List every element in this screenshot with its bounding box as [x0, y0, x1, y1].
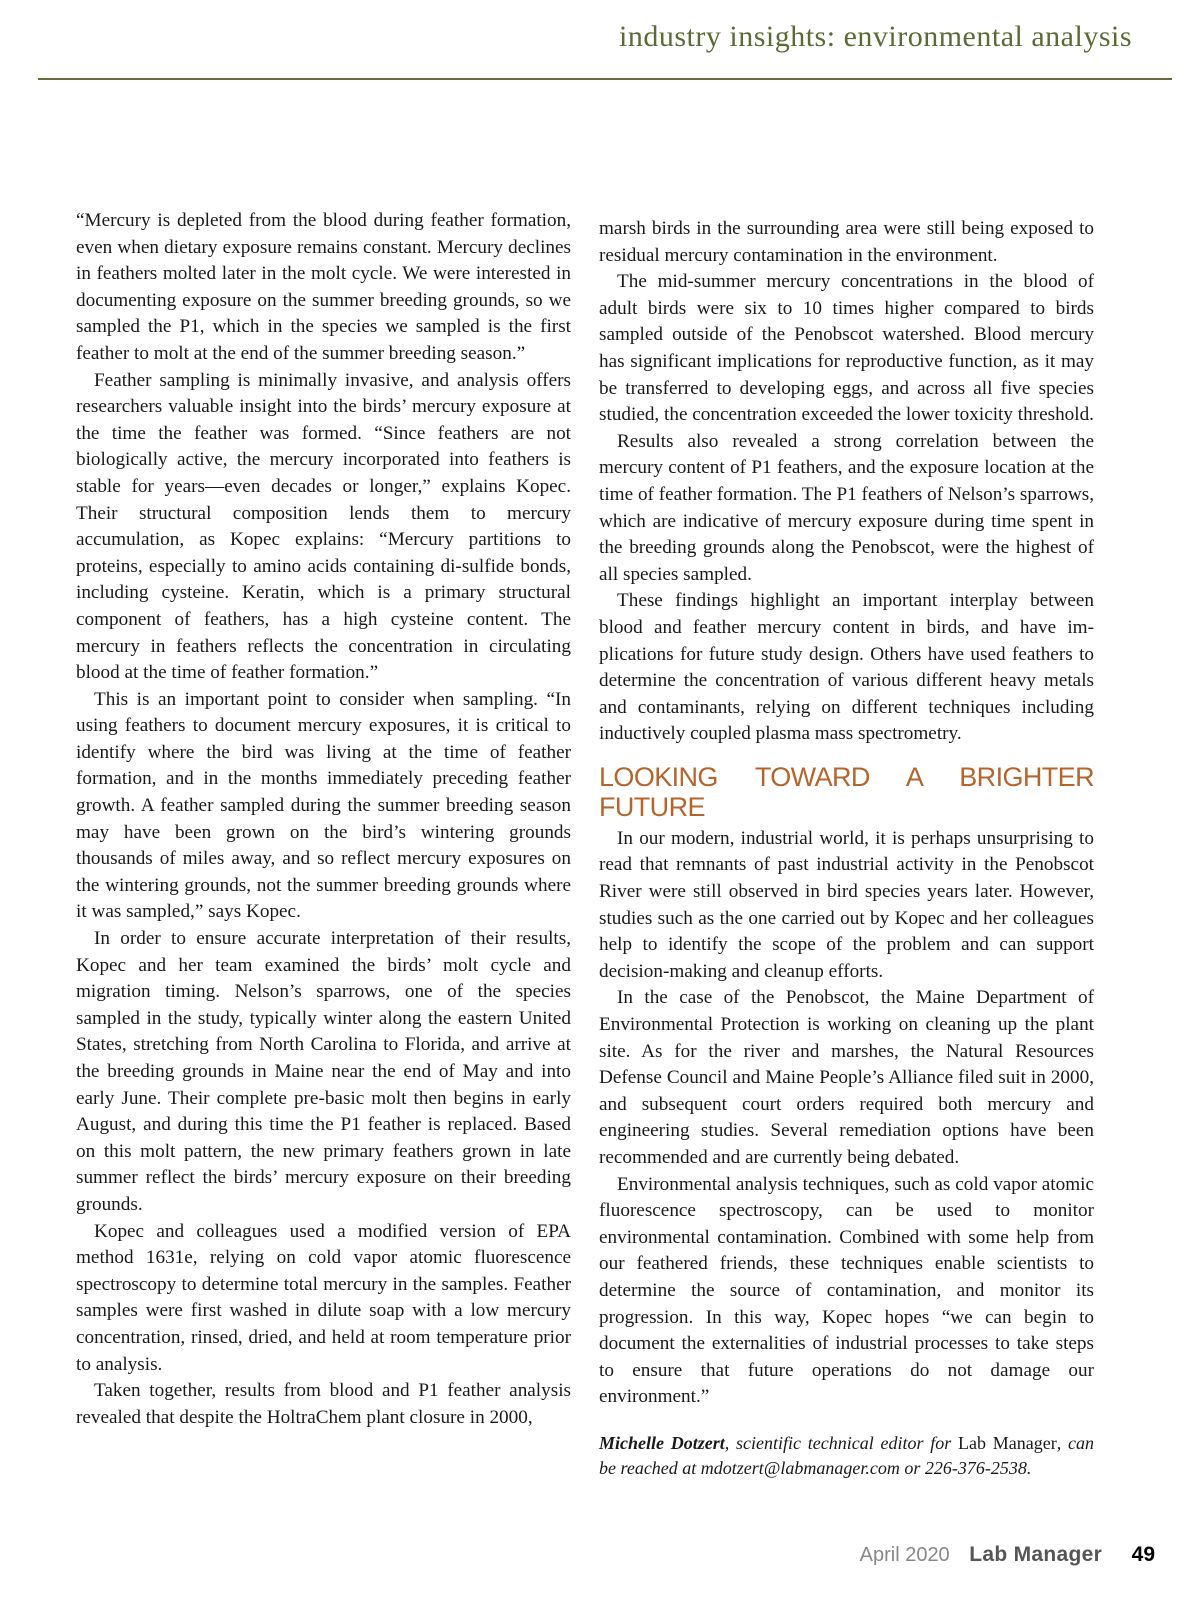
paragraph: marsh birds in the surrounding area were still being exposed to residual mercury contamination in the environment.	[599, 218, 1094, 266]
paragraph: In order to ensure accurate interpretation of their results, Kopec and her team examined the birds’ molt cycle and migration timing. Nelson’s sparrows, one of the species sampled in the study, typically winter along the eastern United States, stretching from North Carolina to Florida, and arrive at the breeding grounds in Maine near the end of May and into early June. Their complete pre-basic molt then begins in early August, and during this time the P1 feather is replaced. Based on this molt pattern, the new primary feathers grown in late summer reflect the birds’ mercury exposure on their breeding grounds.	[76, 928, 571, 1215]
paragraph: Environmental analysis techniques, such as cold vapor atomic fluorescence spectroscopy, can be used to monitor environmental contamination. Combined with some help from our feathered friends, these techniques enable scientists to determine the source of contamination, and monitor its progression. In this way, Kopec hopes “we can begin to document the externalities of industrial processes to take steps to ensure that future operations do not damage our environment.”	[599, 1173, 1094, 1408]
paragraph: In the case of the Penobscot, the Maine Department of Environmental Protection is working on cleaning up the plant site. As for the river and marshes, the Natural Resources Defense Council and Maine People’s Alliance filed suit in 2000, and subsequent court orders required both mercury and engineering studies. Several remediation options have been recommended and are currently being debated.	[599, 987, 1094, 1168]
article-column-left	[76, 208, 571, 1431]
paragraph: Kopec and colleagues used a modified version of EPA method 1631e, relying on cold vapor atomic fluorescence spectroscopy to determine total mercury in the samples. Feather samples were first washed in dilute soap with a low mercury concentration, rinsed, dried, and held at room temperature prior to analysis.	[76, 1220, 571, 1375]
magazine-name: Lab Manager	[969, 1543, 1103, 1566]
paragraph: Feather sampling is minimally invasive, and analysis offers researchers valuable insight into the birds’ mercury exposure at the time the feather was formed. “Since feathers are not biologically active, the mercury incorporated into feathers is stable for years—even decades or longer,” explains Kopec. Their structural composition lends them to mercury accumulation, as Kopec explains: “Mercury partitions to proteins, especially to amino acids containing di-sulfide bonds, including cysteine. Keratin, which is a primary structural component of feathers, has a high cysteine content. The mercury in feathers reflects the concentration in circulating blood at the time of feather formation.”	[76, 369, 571, 684]
paragraph: Results also revealed a strong correlation between the mercury content of P1 feathers, and the exposure location at the time of feather formation. The P1 feathers of Nelson’s sparrows, which are indicative of mercury exposure during time spent in the breeding grounds along the Penobscot, were the highest of all species sampled.	[599, 430, 1094, 585]
author-contact: , can be reached at mdotzert@labmanager.com or 226-376-2538.	[599, 1432, 1094, 1478]
section-header	[38, 0, 1172, 80]
paragraph: Taken together, results from blood and P1 feather analysis revealed that despite the HoltraChem plant closure in 2000,	[76, 1380, 571, 1428]
page-footer	[860, 1543, 1155, 1567]
paragraph: This is an important point to consider when sampling. “In using feathers to document mercury exposures, it is critical to identify where the bird was living at the time of feather formation, and in the months immediately preceding feather growth. A feather sampled during the summer breeding season may have been grown on the bird’s wintering grounds thousands of miles away, and so reflect mercury exposures on the wintering grounds, not the summer breeding grounds where it was sampled,” says Kopec.	[76, 688, 571, 923]
author-role: , scientific technical editor for	[724, 1432, 959, 1453]
section-heading: LOOKING TOWARD A BRIGHTER FUTURE	[599, 761, 1094, 822]
author-byline	[599, 1431, 1094, 1481]
article-column-right	[599, 216, 1094, 1481]
paragraph: These findings highlight an important interplay between blood and feather mercury content in birds, and have implications for future study design. Others have used feathers to determine the concentration of various different heavy metals and contaminants, relying on different techniques including inductively coupled plasma mass spectrometry.	[599, 590, 1094, 745]
paragraph: The mid-summer mercury concentrations in the blood of adult birds were six to 10 times higher compared to birds sampled outside of the Penobscot watershed. Blood mercury has significant implications for reproductive function, as it may be transferred to developing eggs, and across all five species studied, the concentration exceeded the lower toxicity threshold.	[599, 271, 1094, 426]
paragraph: “Mercury is depleted from the blood during feather formation, even when dietary exposure remains constant. Mercury declines in feathers molted later in the molt cycle. We were interested in documenting exposure on the summer breeding grounds, so we sampled the P1, which in the species we sampled is the first feather to molt at the end of the summer breeding season.”	[76, 210, 571, 364]
section-title: industry insights: environmental analysis	[619, 20, 1132, 53]
paragraph: In our modern, industrial world, it is perhaps unsurprising to read that remnants of past industrial activity in the Penobscot River were still observed in bird species years later. However, studies such as the one carried out by Kopec and her colleagues help to identify the scope of the problem and can support decision-making and cleanup efforts.	[599, 827, 1094, 982]
issue-date: April 2020	[859, 1544, 950, 1566]
page-number: 49	[1131, 1543, 1155, 1566]
author-name: Michelle Dotzert	[599, 1432, 725, 1453]
publication-name: Lab Manager	[958, 1432, 1057, 1453]
